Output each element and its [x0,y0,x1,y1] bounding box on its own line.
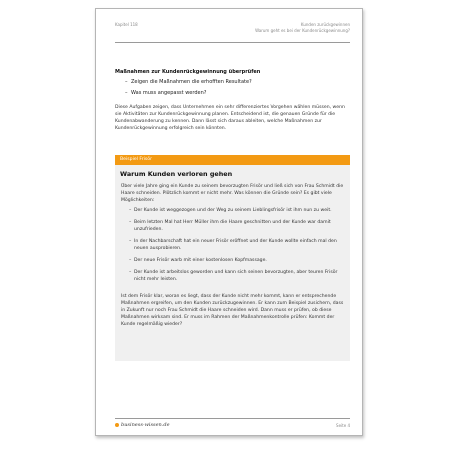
footer-logo-text: business-wissen.de [121,422,170,428]
header-title: Kunden zurückgewinnen [300,22,350,27]
example-bullet: – In der Nachbarschaft hat ein neuer Frisör eröffnet und der Kunde wollte einfach mal den neuen ausprobieren. [129,238,344,252]
example-bullet: – Der Kunde ist arbeitslos geworden und kann sich seinen bevorzugten, aber teuren Frisör nicht mehr leisten. [129,269,344,283]
example-bullet: – Der neue Frisör warb mit einer kostenlosen Kopfmassage. [129,257,344,264]
section-heading: Maßnahmen zur Kundenrückgewinnung überprüfen [115,69,261,75]
logo-dot-icon [115,423,119,427]
example-bullet-list [121,207,344,283]
example-body [115,183,350,328]
example-intro: Über viele Jahre ging ein Kunde zu seinem bevorzugten Frisör und ließ sich von Frau Schmidt die Haare schneiden. Plötzlich kommt er nicht mehr. Was können die Gründe sein? Es gibt viele Möglichkeiten: [121,184,344,203]
page-header [115,22,350,42]
section-paragraph: Diese Aufgaben zeigen, dass Unternehmen ein sehr differenziertes Vorgehen wählen müssen, wenn sie Aktivitäten zur Kundenrückgewinnung planen. Entscheidend ist, die genauen Gründe für die Kundenabwanderung zu kennen. Dann lässt sich daraus ableiten, welche Maßnahmen zur Kundenrückgewinnung erfolgreich sein könnten. [115,105,345,131]
footer-divider [115,418,350,419]
example-title: Warum Kunden verloren gehen [120,170,233,178]
header-subtitle: Warum geht es bei der Kundenrückgewinnung? [255,28,350,33]
section-bullet-list [115,79,350,96]
example-bullet: – Beim letzten Mal hat Herr Müller ihm die Haare geschnitten und der Kunde war damit unzufrieden. [129,219,344,233]
example-bullet: – Der Kunde ist weggezogen und der Weg zu seinem Lieblingsfrisör ist ihm nun zu weit. [129,207,344,214]
document-page [95,8,363,436]
footer-logo [115,422,170,428]
example-outro: Ist dem Frisör klar, woran es liegt, dass der Kunde nicht mehr kommt, kann er entsprechende Maßnahmen ergreifen, um den Kunden zurückzugewinnen. Er kann zum Beispiel zusichern, dass in Zukunft nur noch Frau Schmidt die Haare schneiden wird. Dann muss er prüfen, ob diese Maßnahmen wirksam sind. Er muss im Rahmen der Maßnahmenkontrolle prüfen: Kommt der Kunde regelmäßig wieder? [121,294,344,327]
example-label-bar: Beispiel Frisör [115,155,350,165]
chapter-label: Kapitel 118 [115,22,138,27]
section-content [115,69,350,132]
section-bullet: – Zeigen die Maßnahmen die erhofften Resultate? [125,79,350,86]
example-box [115,155,350,361]
page-number: Seite 4 [336,423,350,428]
header-divider [115,42,350,43]
section-bullet: – Was muss angepasst werden? [125,90,350,97]
